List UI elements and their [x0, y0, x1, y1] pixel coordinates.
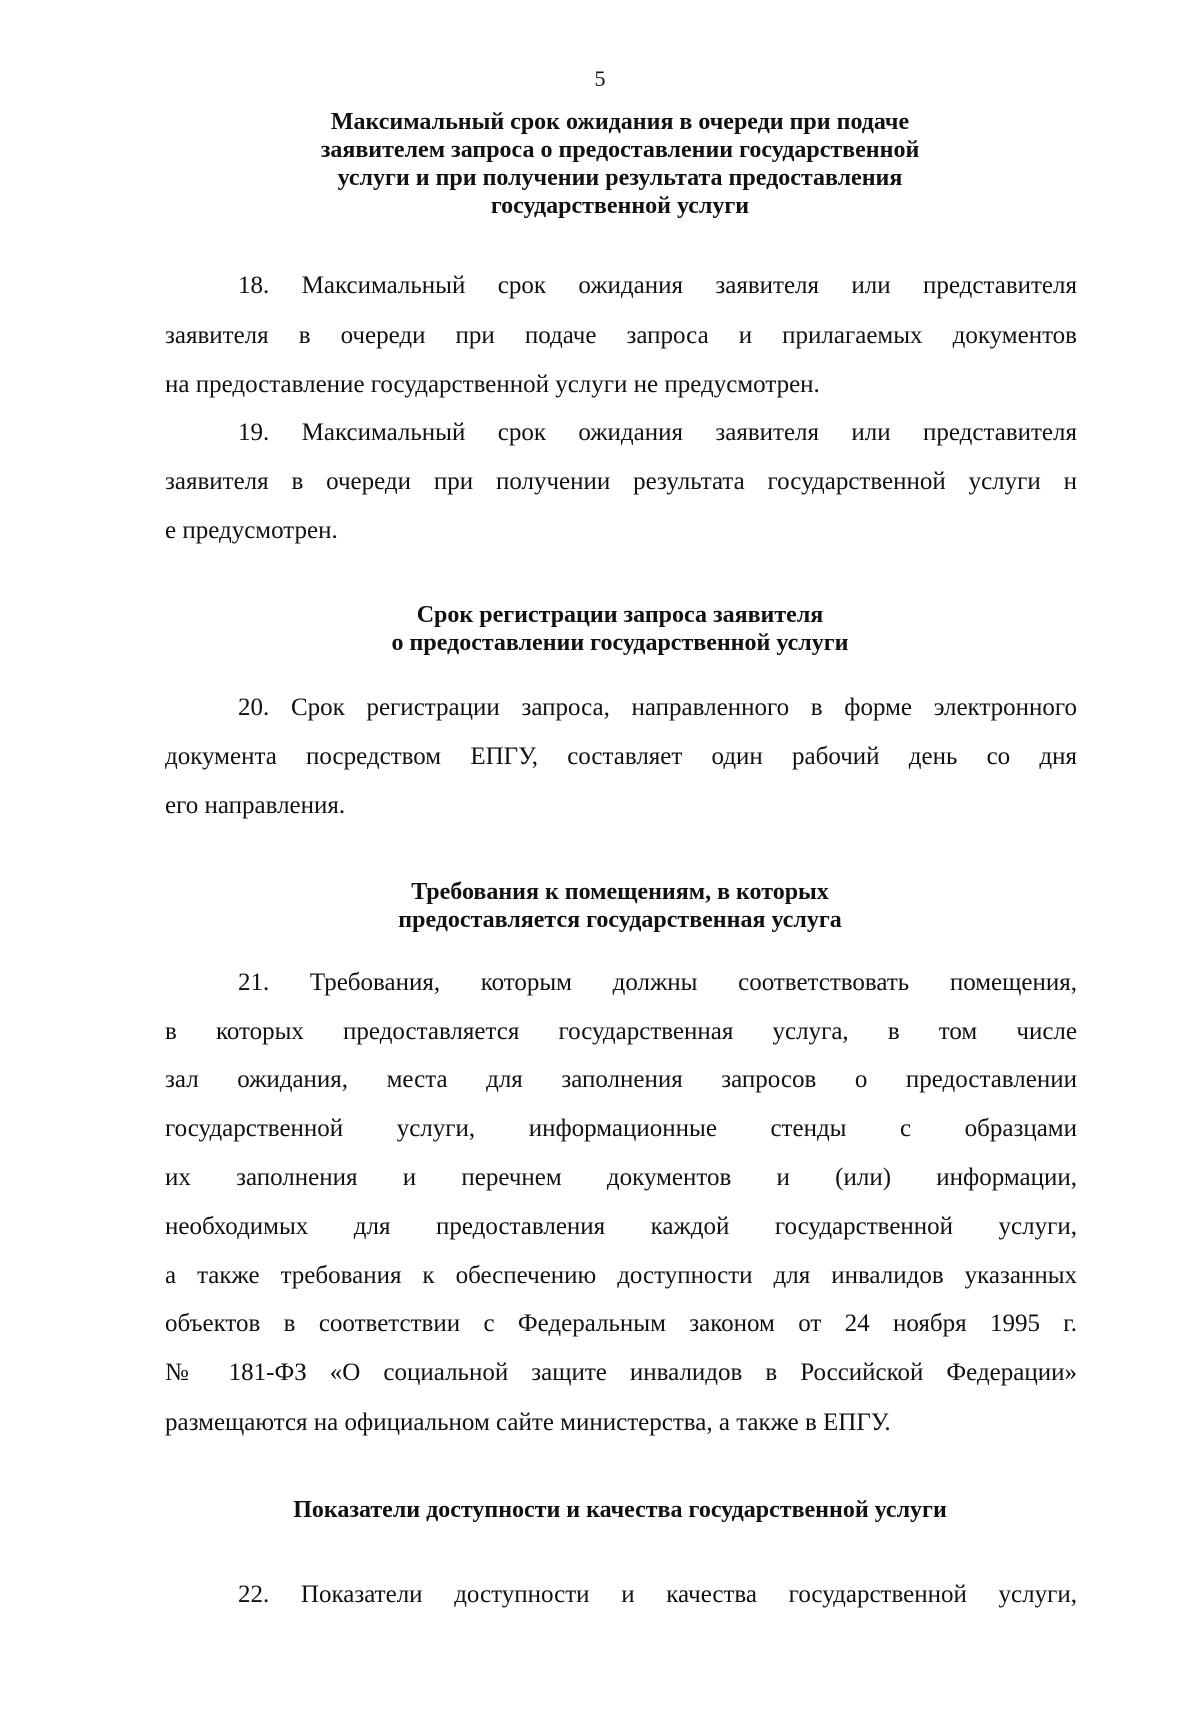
section-heading-accessibility-indicators: [160, 1496, 1080, 1524]
heading-line: о предоставлении государственной услуги: [391, 630, 849, 656]
paragraph-20-line: его направления.: [165, 792, 346, 819]
heading-line: Срок регистрации запроса заявителя: [416, 602, 824, 628]
heading-line: Максимальный срок ожидания в очереди при подаче: [330, 109, 910, 135]
paragraph-21-line: государственной услуги, информационные стенды с образцами: [165, 1115, 1077, 1142]
heading-line: заявителем запроса о предоставлении государственной: [320, 137, 920, 163]
heading-line: Требования к помещениям, в которых: [411, 879, 829, 905]
paragraph-21-line: № 181-ФЗ «О социальной защите инвалидов в Российской Федерации»: [165, 1359, 1077, 1386]
paragraph-21-line: объектов в соответствии с Федеральным законом от 24 ноября 1995 г.: [165, 1310, 1077, 1337]
section-heading-premises-requirements: [160, 878, 1080, 934]
heading-line: государственной услуги: [490, 193, 750, 219]
heading-line: Показатели доступности и качества государственной услуги: [293, 1497, 947, 1523]
paragraph-21-line: необходимых для предоставления каждой государственной услуги,: [165, 1213, 1077, 1240]
paragraph-18-line: 18. Максимальный срок ожидания заявителя или представителя: [238, 272, 1077, 299]
paragraph-19-line: заявителя в очереди при получении результата государственной услуги н: [165, 468, 1077, 495]
heading-line: предоставляется государственная услуга: [398, 907, 842, 933]
page-number: 5: [594, 66, 606, 91]
paragraph-21-line: а также требования к обеспечению доступности для инвалидов указанных: [165, 1262, 1077, 1289]
paragraph-18-line: на предоставление государственной услуги не предусмотрен.: [165, 371, 820, 398]
section-heading-queue-time: [160, 108, 1080, 220]
paragraph-20-line: документа посредством ЕПГУ, составляет один рабочий день со дня: [165, 743, 1077, 770]
paragraph-19-line: е предусмотрен.: [165, 517, 338, 544]
paragraph-21-line: их заполнения и перечнем документов и (или) информации,: [165, 1164, 1077, 1191]
heading-line: услуги и при получении результата предоставления: [337, 165, 903, 191]
paragraph-22-line: 22. Показатели доступности и качества государственной услуги,: [238, 1581, 1077, 1608]
paragraph-21-line: размещаются на официальном сайте министерства, а также в ЕПГУ.: [165, 1409, 891, 1436]
paragraph-20-line: 20. Срок регистрации запроса, направленного в форме электронного: [238, 694, 1077, 721]
paragraph-21-line: в которых предоставляется государственная услуга, в том числе: [165, 1018, 1077, 1045]
paragraph-19-line: 19. Максимальный срок ожидания заявителя или представителя: [238, 419, 1077, 446]
section-heading-registration-term: [160, 601, 1080, 657]
paragraph-21-line: 21. Требования, которым должны соответствовать помещения,: [238, 969, 1077, 996]
paragraph-18-line: заявителя в очереди при подаче запроса и прилагаемых документов: [165, 322, 1077, 349]
paragraph-21-line: зал ожидания, места для заполнения запросов о предоставлении: [165, 1066, 1077, 1093]
